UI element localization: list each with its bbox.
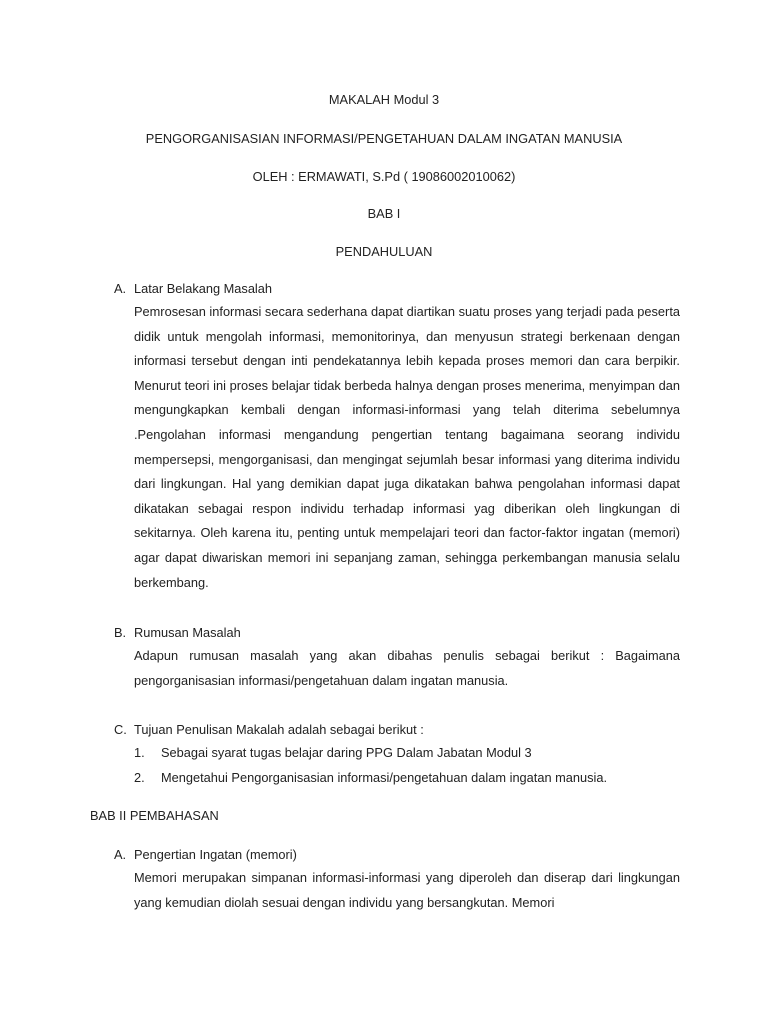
section-2a-heading: Pengertian Ingatan (memori) [134,847,297,862]
chapter-label: BAB I [367,206,401,221]
chapter-title: PENDAHULUAN [335,244,433,259]
section-b-heading: Rumusan Masalah [134,625,241,640]
list-item: Mengetahui Pengorganisasian informasi/pengetahuan dalam ingatan manusia. [161,770,608,785]
document-title: MAKALAH Modul 3 [328,92,440,107]
section-c-letter: C. [114,722,127,737]
section-a-heading: Latar Belakang Masalah [134,281,273,296]
author-line: OLEH : ERMAWATI, S.Pd ( 19086002010062) [252,169,516,184]
section-c-heading: Tujuan Penulisan Makalah adalah sebagai berikut : [134,722,424,737]
section-b-body: Adapun rumusan masalah yang akan dibahas penulis sebagai berikut : Bagaimana pengorganisasian informasi/pengetahuan dalam ingatan manusia. [134,648,680,688]
list-item-number: 1. [134,745,145,760]
section-b-letter: B. [114,625,127,640]
list-item: Sebagai syarat tugas belajar daring PPG Dalam Jabatan Modul 3 [161,745,532,760]
section-2a-body: Memori merupakan simpanan informasi-informasi yang diperoleh dan diserap dari lingkungan yang kemudian diolah sesuai dengan individu yang bersangkutan. Memori [134,870,680,910]
list-item-number: 2. [134,770,145,785]
chapter-2-title: BAB II PEMBAHASAN [90,808,219,823]
section-2a-letter: A. [114,847,127,862]
section-a-body: Pemrosesan informasi secara sederhana dapat diartikan suatu proses yang terjadi pada peserta didik untuk mengolah informasi, memonitorinya, dan menyusun strategi berkenaan dengan informasi tersebut dengan inti pendekatannya lebih kepada proses memori dan cara berpikir. Menurut teori ini proses belajar tidak berbeda halnya dengan proses menerima, menyimpan dan mengungkapkan kembali dengan informasi-informasi yang telah diterima sebelumnya .Pengolahan informasi mengandung pengertian tentang bagaimana seorang individu mempersepsi, mengorganisasi, dan mengingat sejumlah besar informasi yang diterima individu dari lingkungan. Hal yang demikian dapat juga dikatakan bahwa pengolahan informasi dapat dikatakan sebagai respon individu terhadap informasi yag diberikan oleh lingkungan di sekitarnya. Oleh karena itu, penting untuk mempelajari teori dan factor-faktor ingatan (memori) agar dapat diwariskan memori ini sepanjang zaman, sehingga perkembangan manusia selalu berkembang. [134,304,680,590]
document-subtitle: PENGORGANISASIAN INFORMASI/PENGETAHUAN DALAM INGATAN MANUSIA [145,131,623,146]
section-a-letter: A. [114,281,127,296]
